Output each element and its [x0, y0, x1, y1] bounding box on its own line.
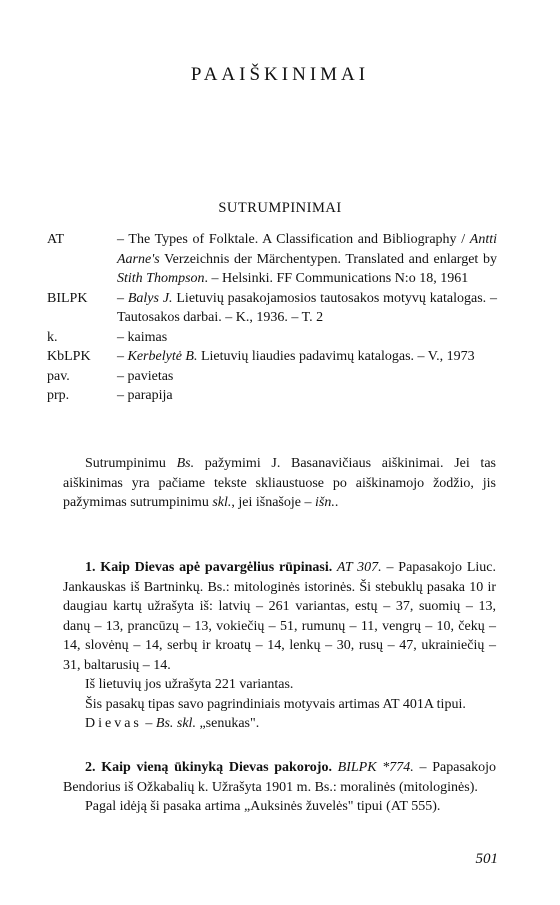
entry-1-line3: Šis pasakų tipas savo pagrindiniais motyvais artimas AT 401A tipui.: [85, 696, 466, 712]
abbreviation-row: [47, 230, 497, 289]
abbreviation-key: prp.: [47, 388, 70, 403]
entry-1-heading: 1. Kaip Dievas apė pavargėlius rūpinasi.: [85, 560, 333, 575]
abbreviation-row: [47, 289, 497, 328]
abbreviation-value: – Balys J. Lietuvių pasakojamosios tautosakos motyvų katalogas. – Tautosakos darbai. – K., 1936. – T. 2: [117, 290, 497, 325]
abbreviation-key: pav.: [47, 368, 70, 384]
entry-1-ref: AT 307.: [332, 560, 382, 575]
entry-2: [63, 758, 496, 817]
entry-1: [63, 558, 496, 734]
abbreviation-value: – The Types of Folktale. A Classification and Bibliography / Antti Aarne's Verzeichnis der Märchentypen. Translated and enlarget by Stith Thompson. – Helsinki. FF Communications N:o 18, 1961: [117, 232, 497, 286]
abbreviation-row: [47, 367, 497, 387]
entry-1-dievas: Dievas – Bs. skl. „senukas".: [85, 716, 260, 731]
abbreviation-value: – parapija: [117, 388, 173, 403]
abbreviation-key: BILPK: [47, 290, 88, 306]
entry-2-line2: Pagal idėją ši pasaka artima „Auksinės žuvelės" tipui (AT 555).: [85, 799, 441, 814]
abbreviation-row: [47, 347, 497, 367]
intro-paragraph: [63, 454, 496, 513]
abbreviation-row: [47, 328, 497, 348]
page-title: PAAIŠKINIMAI: [190, 64, 370, 85]
abbreviation-value: – kaimas: [117, 329, 168, 345]
entry-2-heading: 2. Kaip vieną ūkinyką Dievas pakorojo.: [85, 760, 332, 775]
abbreviation-row: [47, 386, 497, 406]
abbreviation-value: – Kerbelytė B. Lietuvių liaudies padavimų katalogas. – V., 1973: [117, 349, 475, 364]
abbreviation-key: AT: [47, 232, 65, 247]
page-number: 501: [475, 851, 498, 867]
section-subtitle: SUTRUMPINIMAI: [218, 200, 342, 216]
abbreviation-value: – pavietas: [117, 368, 174, 384]
entry-2-ref: BILPK *774.: [331, 760, 414, 775]
abbreviation-key: k.: [47, 329, 58, 345]
intro-text: Sutrumpinimu Bs. pažymimi J. Basanavičiaus aiškinimai. Jei tas aiškinimas yra pačiame tekste skliaustuose po aiškinamojo žodžio, jis pažymimas sutrumpinimu skl., jei išnašoje – išn..: [63, 456, 496, 510]
abbreviation-list: [47, 230, 497, 406]
entry-1-line2: Iš lietuvių jos užrašyta 221 variantas.: [85, 677, 294, 692]
abbreviation-key: KbLPK: [47, 349, 91, 364]
entry-2-main: 2. Kaip vieną ūkinyką Dievas pakorojo. BILPK *774. – Papasakojo Bendorius iš Ožkabalių k. Užrašyta 1901 m. Bs.: moralinės (mitologinės).: [63, 760, 497, 795]
entry-1-main: 1. Kaip Dievas apė pavargėlius rūpinasi. AT 307. – Papasakojo Liuc. Jankauskas iš Bartninkų. Bs.: mitologinės istorinės. Ši stebuklų pasaka 10 ir daugiau kartų užrašyta iš: latvių – 261 variantas, estų – 37, suomių – 13, danų – 13, prancūzų – 13, vokiečių – 51, rumunų – 11, vengrų – 10, čekų – 14, slovėnų – 14, serbų ir kroatų – 14, lenkų – 30, rusų – 47, ukrainiečių – 31, baltarusių – 14.: [63, 560, 497, 673]
